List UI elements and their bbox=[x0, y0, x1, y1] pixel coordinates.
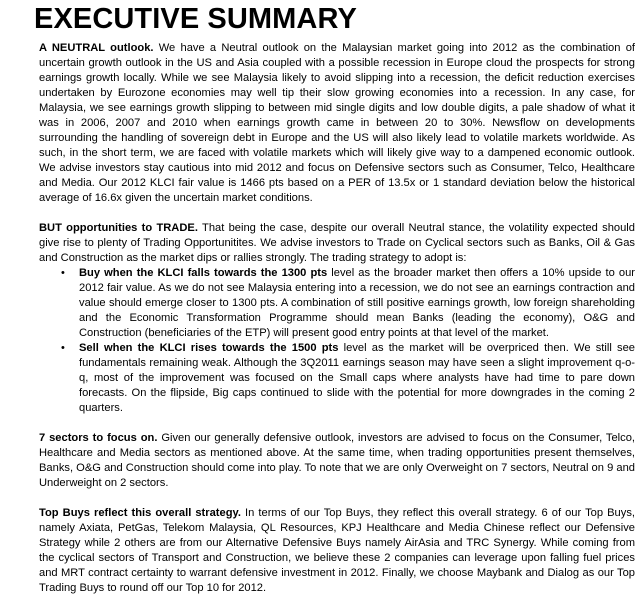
list-item bbox=[39, 341, 635, 416]
paragraph-lead: 7 sectors to focus on. bbox=[39, 432, 158, 444]
document-body bbox=[39, 41, 635, 611]
paragraph-text: Given our generally defensive outlook, investors are advised to focus on the Consumer, Telco, Healthcare and Media sectors as mentioned above. At the same time, when trading opportunities present themselves, Banks, O&G and Construction should come into play. To note that we are only Overweight on 7 sectors, Neutral on 9 and Underweight on 2 sectors. bbox=[39, 432, 635, 489]
bullet-icon: • bbox=[61, 342, 65, 354]
bullet-icon: • bbox=[61, 267, 65, 279]
bullet-lead: Buy when the KLCI falls towards the 1300 pts bbox=[79, 267, 328, 279]
bullet-text: level as the market will be overpriced then. We still see fundamentals remaining weak. Although the 3Q2011 earnings season may have seen a slight improvement q-o-q, most of the improvement was focused on the Small caps where analysts have had time to pare down forecasts. On the flipside, Big caps continued to slide with the potential for more downgrades in the coming 2 quarters. bbox=[79, 342, 635, 414]
list-item bbox=[39, 266, 635, 341]
paragraph-top-buys bbox=[39, 506, 635, 596]
paragraph-opportunities-to-trade bbox=[39, 221, 635, 266]
trading-strategy-list bbox=[39, 266, 635, 416]
paragraph-lead: Top Buys reflect this overall strategy. bbox=[39, 507, 241, 519]
bullet-lead: Sell when the KLCI rises towards the 1500 pts bbox=[79, 342, 339, 354]
paragraph-text: In terms of our Top Buys, they reflect this overall strategy. 6 of our Top Buys, namely Axiata, PetGas, Telekom Malaysia, QL Resources, KPJ Healthcare and Media Chinese reflect our Defensive Strategy while 2 others are from our Alternative Defensive Buys namely AirAsia and TRC Synergy. While coming from the cyclical sectors of Transport and Construction, we believe these 2 companies can leverage upon falling fuel prices and MRT contract certainty to warrant defensive investment in 2012. Finally, we choose Maybank and Dialog as our Top Trading Buys to round off our Top 10 for 2012. bbox=[39, 507, 635, 594]
bullet-text: level as the broader market then offers a 10% upside to our 2012 fair value. As we do not see Malaysia entering into a recession, we do not see an earnings contraction and value should emerge closer to 1300 pts. A combination of still positive earnings growth, low foreign shareholding and the Economic Transformation Programme should mean Banks (leading the economy), O&G and Construction (beneficiaries of the ETP) will present good entry points at that level of the market. bbox=[79, 267, 635, 339]
paragraph-text: That being the case, despite our overall Neutral stance, the volatility expected should give rise to plenty of Trading Opportunitites. We advise investors to Trade on Cyclical sectors such as Banks, Oil & Gas and Construction as the market dips or rallies strongly. The trading strategy to adopt is: bbox=[39, 222, 635, 264]
page-title: EXECUTIVE SUMMARY bbox=[34, 3, 357, 35]
paragraph-sectors-to-focus bbox=[39, 431, 635, 491]
paragraph-text: We have a Neutral outlook on the Malaysian market going into 2012 as the combination of uncertain growth outlook in the US and Asia coupled with a possible recession in Europe cloud the prospects for strong earnings growth locally. While we see Malaysia likely to avoid slipping into a recession, the deficit reduction exercises undertaken by Eurozone economies may well tip their slow growing economies into a recession. In any case, for Malaysia, we see earnings growth slipping to between mid single digits and low double digits, a pale shadow of what it was in 2006, 2007 and 2010 when earnings growth came in between 20 to 30%. Newsflow on developments surrounding the handling of sovereign debt in Europe and the US will also likely lead to volatile markets worldwide. As such, in the short term, we are faced with volatile markets which will likely give way to a dampened economic outlook. We advise investors stay cautious into mid 2012 and focus on Defensive sectors such as Consumer, Telco, Healthcare and Media. Our 2012 KLCI fair value is 1466 pts based on a PER of 13.5x or 1 standard deviation below the historical average of 16.6x given the uncertain market conditions. bbox=[39, 42, 635, 204]
paragraph-lead: A NEUTRAL outlook. bbox=[39, 42, 154, 54]
paragraph-lead: BUT opportunities to TRADE. bbox=[39, 222, 198, 234]
paragraph-neutral-outlook bbox=[39, 41, 635, 206]
